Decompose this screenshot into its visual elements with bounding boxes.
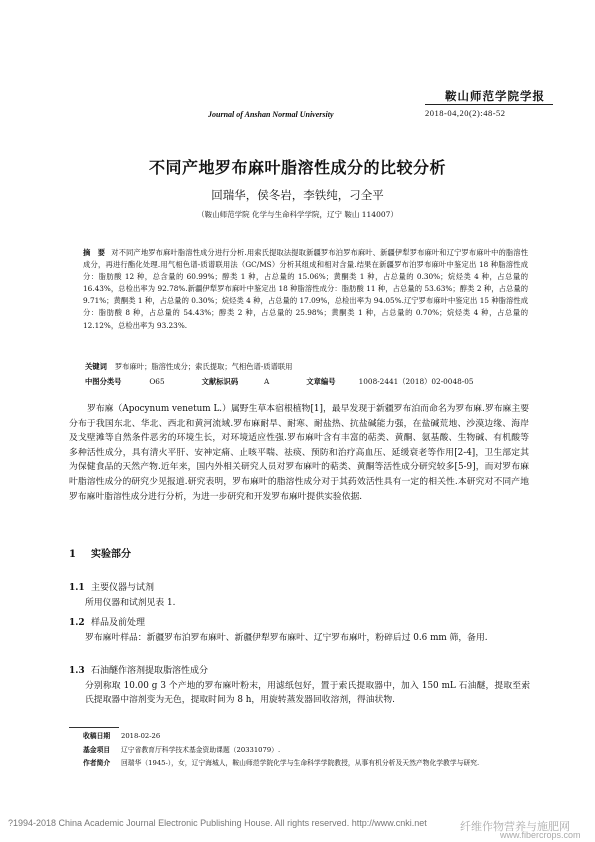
abstract-text: 对不同产地罗布麻叶脂溶性成分进行分析.用索氏提取法提取新疆罗布泊罗布麻叶、新疆伊犁罗布麻叶和辽宁罗布麻叶中的脂溶性成分，再进行酯化处理.用气相色谱-质谱联用法（GC/MS）分析其组成和相对含量.结果在新疆罗布泊罗布麻叶中鉴定出 18 种脂溶性成分：脂肪酸 12 种，总含量的 60.99%；醇类 1 种，占总量的 15.06%；黄酮类 1 种，占总量的 0.30%；烷烃类 4 种，占总量的 16.43%，总检出率为 92.78%.新疆伊犁罗布麻叶中鉴定出 18 种脂溶性成分：脂肪酸 11 种，占总量的 53.63%；醇类 2 种，占总量的 9.71%；黄酮类 1 种，占总量的 0.30%；烷烃类 4 种，占总量的 17.09%，总检出率为 94.05%.辽宁罗布麻叶中鉴定出 15 种脂溶性成分：脂肪酸 8 种，占总量的 54.43%；醇类 2 种，占总量的 25.98%；黄酮类 1 种，占总量的 0.70%；烷烃类 4 种，占总量的 12.12%，总检出率为 93.23%. bbox=[83, 248, 529, 330]
clc-label: 中图分类号 bbox=[85, 377, 122, 386]
paper-authors: 回瑞华，侯冬岩，李铁纯，刁全平 bbox=[211, 188, 384, 202]
section-1-1-number: 1.1 bbox=[69, 583, 85, 593]
fund-note bbox=[83, 744, 533, 758]
watermark-text: 纤维作物营养与施肥网 bbox=[460, 820, 570, 833]
abstract-label: 摘 要 bbox=[83, 248, 106, 257]
footnotes bbox=[83, 730, 533, 771]
clc-value: O65 bbox=[149, 377, 165, 386]
section-1-3-title: 石油醚作溶剂提取脂溶性成分 bbox=[91, 666, 209, 676]
article-no-value: 1008-2441（2018）02-0048-05 bbox=[358, 377, 474, 386]
author-bio-text: 回瑞华（1945-），女，辽宁海城人，鞍山师范学院化学与生命科学学院教授，从事有机分析及天然产物化学教学与研究. bbox=[121, 759, 480, 767]
section-1-2-heading bbox=[69, 615, 145, 628]
intro-paragraph: 罗布麻（Apocynum venetum L.）属野生草本宿根植物[1]，最早发现于新疆罗布泊而命名为罗布麻.罗布麻主要分布于我国东北、华北、西北和黄河流域.罗布麻耐旱、耐寒、耐盐热、抗盐碱能力强，在盐碱荒地、沙漠边缘、海岸及戈壁滩等自然条件恶劣的环境生长，对环境适应性强.罗布麻叶含有丰富的萜类、黄酮、氨基酸、生物碱、有机酸等多种活性成分，具有清火平肝、安神定痛、止咳平喘、祛痰、预防和治疗高血压、延缓衰老等作用[2-4]，卫生部定其为保健食品的天然产物.近年来，国内外相关研究人员对罗布麻叶的萜类、黄酮等活性成分研究较多[5-9]，而对罗布麻叶脂溶性成分的研究少见报道.研究表明，罗布麻叶的脂溶性成分对于其药效活性具有一定的相关性.本研究对不同产地罗布麻叶脂溶性成分进行分析，为进一步研究和开发罗布麻叶提供实验依据. bbox=[69, 404, 529, 502]
section-1-title: 实验部分 bbox=[91, 549, 131, 560]
section-1-2-title: 样品及前处理 bbox=[91, 618, 146, 628]
author-note bbox=[83, 757, 533, 771]
fund-label: 基金项目 bbox=[83, 745, 111, 754]
section-1-3-number: 1.3 bbox=[69, 666, 85, 676]
journal-name-en: Journal of Anshan Normal University bbox=[208, 110, 334, 119]
doc-code-value: A bbox=[263, 377, 270, 386]
copyright-footer: ?1994-2018 China Academic Journal Electronic Publishing House. All rights reserved. http://www.cnki.net bbox=[8, 818, 427, 828]
section-1-1-heading bbox=[69, 580, 154, 593]
keywords-label: 关键词 bbox=[85, 362, 107, 371]
section-1-2-text: 罗布麻叶样品：新疆罗布泊罗布麻叶、新疆伊犁罗布麻叶、辽宁罗布麻叶，粉碎后过 0.6 mm 筛，备用. bbox=[85, 633, 488, 643]
header-rule bbox=[425, 104, 553, 105]
section-1-heading bbox=[69, 545, 131, 560]
received-note bbox=[83, 730, 533, 744]
article-no-label: 文章编号 bbox=[306, 377, 336, 386]
paper-affiliation: （鞍山师范学院 化学与生命科学学院，辽宁 鞍山 114007） bbox=[197, 210, 398, 219]
fund-text: 辽宁省教育厅科学技术基金资助课题（20331079）. bbox=[121, 745, 281, 754]
received-date: 2018-02-26 bbox=[121, 732, 161, 740]
section-1-number: 1 bbox=[69, 549, 76, 560]
author-bio-label: 作者简介 bbox=[83, 759, 111, 767]
watermark-url: www.fibercrops.com bbox=[500, 830, 581, 840]
classification bbox=[85, 377, 473, 387]
paper-title: 不同产地罗布麻叶脂溶性成分的比较分析 bbox=[148, 158, 446, 177]
journal-volume: 2018-04,20(2):48-52 bbox=[425, 108, 506, 118]
section-1-3-heading bbox=[69, 663, 208, 676]
section-1-2-number: 1.2 bbox=[69, 618, 85, 628]
journal-name-cn: 鞍山师范学院学报 bbox=[445, 89, 545, 103]
footnote-rule bbox=[69, 727, 119, 728]
doc-code-label: 文献标识码 bbox=[201, 377, 239, 386]
section-1-3-text: 分别称取 10.00 g 3 个产地的罗布麻叶粉末，用滤纸包好，置于索氏提取器中，加入 150 mL 石油醚，提取至索氏提取器中溶剂变为无色，提取时间为 8 h，用旋转蒸发器回收溶剂，得油状物. bbox=[85, 681, 530, 705]
received-label: 收稿日期 bbox=[83, 732, 111, 740]
section-1-1-title: 主要仪器与试剂 bbox=[91, 583, 155, 593]
section-1-1-text: 所用仪器和试剂见表 1. bbox=[85, 598, 176, 608]
abstract bbox=[83, 247, 528, 332]
keywords bbox=[85, 362, 292, 372]
keywords-text: 罗布麻叶；脂溶性成分；索氏提取；气相色谱-质谱联用 bbox=[114, 362, 293, 371]
